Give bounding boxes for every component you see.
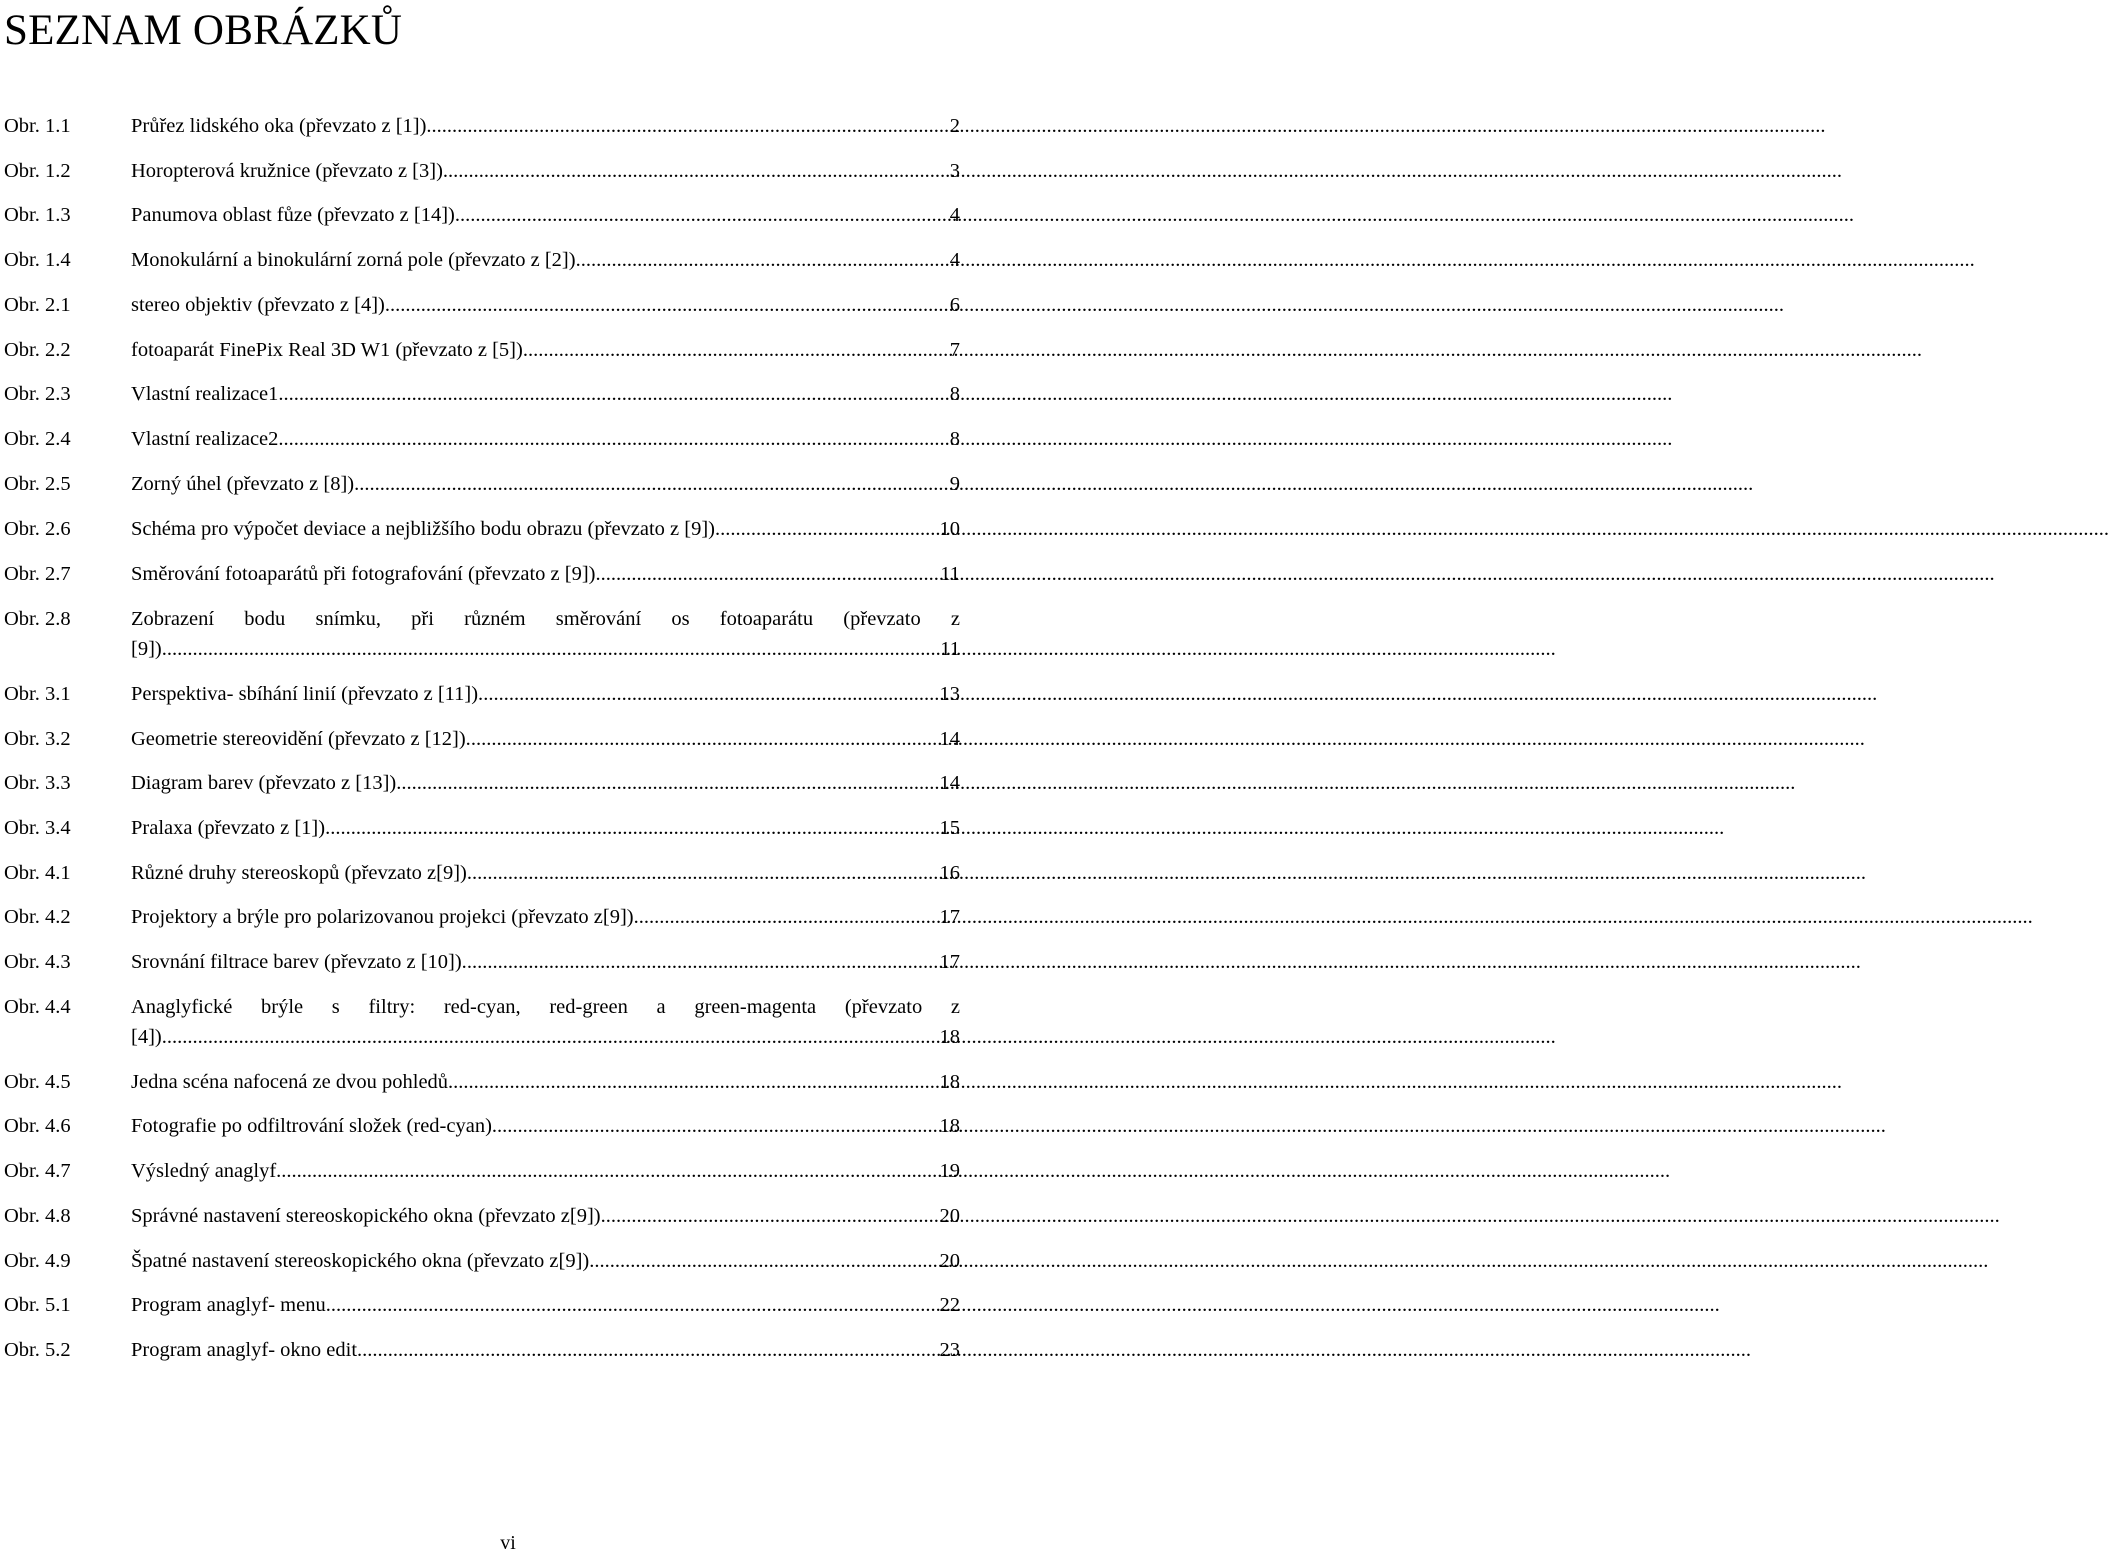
figure-page-number: 4 bbox=[949, 249, 960, 271]
figure-number: Obr. 2.4 bbox=[4, 428, 71, 450]
figure-page-number: 3 bbox=[949, 160, 960, 182]
dot-leader bbox=[432, 111, 950, 141]
figure-page-number: 9 bbox=[949, 473, 960, 495]
dot-leader bbox=[276, 1156, 939, 1186]
figure-title: Panumova oblast fůze (převzato z [14]). bbox=[131, 204, 461, 226]
dot-leader bbox=[390, 290, 950, 320]
figure-entry-body bbox=[131, 947, 960, 977]
figure-title-line bbox=[131, 1246, 960, 1276]
figure-entry-body bbox=[131, 902, 960, 932]
figure-title: Geometrie stereovidění (převzato z [12]). bbox=[131, 728, 471, 750]
figure-entry-body bbox=[131, 1290, 960, 1320]
figure-page-number: 2 bbox=[949, 115, 960, 137]
figure-entry-body bbox=[131, 290, 960, 320]
figure-number: Obr. 3.1 bbox=[4, 683, 71, 705]
dot-leader bbox=[601, 559, 941, 589]
figure-page-number: 4 bbox=[949, 204, 960, 226]
figure-entry-body bbox=[131, 424, 960, 454]
dot-leader bbox=[162, 1022, 940, 1052]
figure-title: Schéma pro výpočet deviace a nejbližšího bodu obrazu (převzato z [9]) bbox=[131, 518, 716, 540]
dot-leader bbox=[594, 1246, 939, 1276]
figure-number: Obr. 4.5 bbox=[4, 1071, 71, 1093]
dot-leader bbox=[330, 813, 939, 843]
figure-number: Obr. 3.4 bbox=[4, 817, 71, 839]
figure-title: Perspektiva- sbíhání linií (převzato z [11]). bbox=[131, 683, 484, 705]
figure-title: Projektory a brýle pro polarizovanou projekci (převzato z[9]). bbox=[131, 906, 639, 928]
dot-leader bbox=[492, 1111, 940, 1141]
figure-number: Obr. 2.5 bbox=[4, 473, 71, 495]
figure-page-number: 13 bbox=[939, 683, 960, 705]
figure-entry-body bbox=[131, 1246, 960, 1276]
figure-number: Obr. 4.9 bbox=[4, 1250, 71, 1272]
dot-leader bbox=[606, 1201, 940, 1231]
figure-title: Program anaglyf- menu bbox=[131, 1294, 326, 1316]
figure-entry-body bbox=[131, 469, 960, 499]
figure-entry-body bbox=[131, 1201, 960, 1231]
figure-number: Obr. 4.2 bbox=[4, 906, 71, 928]
dot-leader bbox=[483, 679, 939, 709]
figure-entry-body bbox=[131, 1111, 960, 1141]
figure-page-number: 22 bbox=[939, 1294, 960, 1316]
figure-title-line bbox=[131, 559, 960, 589]
dot-leader bbox=[448, 1067, 939, 1097]
figure-title: Horopterová kružnice (převzato z [3]). bbox=[131, 160, 449, 182]
figure-entry-body bbox=[131, 858, 960, 888]
figure-title: Fotografie po odfiltrování složek (red-cyan) bbox=[131, 1115, 492, 1137]
figure-entry-body bbox=[131, 514, 960, 544]
figure-page-number: 16 bbox=[939, 862, 960, 884]
figure-entry-body bbox=[131, 156, 960, 186]
figure-title-line bbox=[131, 290, 960, 320]
figure-title-line bbox=[131, 634, 960, 664]
figure-title-line bbox=[131, 1290, 960, 1320]
figure-number: Obr. 2.3 bbox=[4, 383, 71, 405]
dot-leader bbox=[581, 245, 950, 275]
figure-number: Obr. 4.7 bbox=[4, 1160, 71, 1182]
figure-title: Vlastní realizace1 bbox=[131, 383, 279, 405]
figure-page-number: 14 bbox=[939, 728, 960, 750]
figure-title: Správné nastavení stereoskopického okna (převzato z[9]). bbox=[131, 1205, 606, 1227]
figure-page-number: 19 bbox=[939, 1160, 960, 1182]
figure-title-line bbox=[131, 1201, 960, 1231]
figure-title-line: Anaglyfické brýle s filtry: red-cyan, red-green a green-magenta (převzato z bbox=[131, 996, 960, 1018]
figure-entry-body bbox=[131, 679, 960, 709]
figure-entry-body bbox=[131, 813, 960, 843]
figure-title-line bbox=[131, 947, 960, 977]
figure-title: Směrování fotoaparátů při fotografování (převzato z [9]). bbox=[131, 563, 601, 585]
dot-leader bbox=[278, 379, 949, 409]
figure-title-line bbox=[131, 813, 960, 843]
figure-entry-body bbox=[131, 245, 960, 275]
figure-page-number: 20 bbox=[939, 1205, 960, 1227]
figure-title: fotoaparát FinePix Real 3D W1 (převzato z [5]). bbox=[131, 339, 528, 361]
figure-number: Obr. 2.6 bbox=[4, 518, 71, 540]
figure-title: [9]) bbox=[131, 638, 162, 660]
dot-leader bbox=[715, 514, 939, 544]
figure-title: Pralaxa (převzato z [1]). bbox=[131, 817, 331, 839]
figure-page-number: 18 bbox=[939, 1071, 960, 1093]
figure-number: Obr. 3.3 bbox=[4, 772, 71, 794]
figure-page-number: 8 bbox=[949, 383, 960, 405]
figure-title-line bbox=[131, 245, 960, 275]
figure-entry-body bbox=[131, 992, 960, 1052]
figure-title: Jedna scéna nafocená ze dvou pohledů bbox=[131, 1071, 449, 1093]
dot-leader bbox=[357, 1335, 939, 1365]
figure-number: Obr. 4.1 bbox=[4, 862, 71, 884]
dot-leader bbox=[528, 335, 950, 365]
figure-title: Zorný úhel (převzato z [8]). bbox=[131, 473, 360, 495]
figure-page-number: 23 bbox=[939, 1339, 960, 1361]
dot-leader bbox=[460, 200, 950, 230]
figure-page-number: 17 bbox=[939, 906, 960, 928]
figure-number: Obr. 4.8 bbox=[4, 1205, 71, 1227]
figure-title: Špatné nastavení stereoskopického okna (převzato z[9]). bbox=[131, 1250, 595, 1272]
dot-leader bbox=[359, 469, 950, 499]
dot-leader bbox=[326, 1290, 940, 1320]
figure-title-line bbox=[131, 679, 960, 709]
figure-title-line bbox=[131, 1022, 960, 1052]
figure-entry-body bbox=[131, 604, 960, 664]
figure-title-line bbox=[131, 1067, 960, 1097]
figure-title: Různé druhy stereoskopů (převzato z[9]). bbox=[131, 862, 472, 884]
dot-leader bbox=[278, 424, 949, 454]
figure-title: Diagram barev (převzato z [13]). bbox=[131, 772, 402, 794]
dot-leader bbox=[472, 858, 940, 888]
figure-number: Obr. 5.2 bbox=[4, 1339, 71, 1361]
figure-page-number: 20 bbox=[939, 1250, 960, 1272]
figure-title-line bbox=[131, 424, 960, 454]
figure-title-line bbox=[131, 858, 960, 888]
dot-leader bbox=[471, 724, 940, 754]
figure-title-line bbox=[131, 902, 960, 932]
page-title: SEZNAM OBRÁZKŮ bbox=[4, 7, 403, 54]
figure-title-line bbox=[131, 156, 960, 186]
figure-number: Obr. 1.2 bbox=[4, 160, 71, 182]
figure-entry-body bbox=[131, 200, 960, 230]
figure-page-number: 11 bbox=[940, 563, 960, 585]
figure-page-number: 7 bbox=[949, 339, 960, 361]
figure-title: Výsledný anaglyf bbox=[131, 1160, 277, 1182]
dot-leader bbox=[467, 947, 940, 977]
figure-number: Obr. 2.7 bbox=[4, 563, 71, 585]
figure-title-line: Zobrazení bodu snímku, při různém směrování os fotoaparátu (převzato z bbox=[131, 608, 960, 630]
figure-title: Srovnání filtrace barev (převzato z [10]). bbox=[131, 951, 467, 973]
figure-number: Obr. 1.1 bbox=[4, 115, 71, 137]
figure-title-line bbox=[131, 469, 960, 499]
figure-page-number: 8 bbox=[949, 428, 960, 450]
figure-title-line bbox=[131, 335, 960, 365]
figure-number: Obr. 3.2 bbox=[4, 728, 71, 750]
figure-entry-body bbox=[131, 379, 960, 409]
dot-leader bbox=[448, 156, 950, 186]
figure-entry-body bbox=[131, 768, 960, 798]
dot-leader bbox=[162, 634, 941, 664]
figure-title: Vlastní realizace2 bbox=[131, 428, 279, 450]
figure-entry-body bbox=[131, 335, 960, 365]
figure-title-line bbox=[131, 768, 960, 798]
figure-title-line bbox=[131, 1335, 960, 1365]
figure-page-number: 14 bbox=[939, 772, 960, 794]
figure-title-line bbox=[131, 379, 960, 409]
figure-entry-body bbox=[131, 724, 960, 754]
figure-title-line bbox=[131, 514, 960, 544]
figure-number: Obr. 4.4 bbox=[4, 996, 71, 1018]
figure-entry-body bbox=[131, 111, 960, 141]
dot-leader bbox=[401, 768, 939, 798]
figure-title-line bbox=[131, 724, 960, 754]
figure-title-line bbox=[131, 1111, 960, 1141]
figure-page-number: 6 bbox=[949, 294, 960, 316]
figure-page-number: 10 bbox=[939, 518, 960, 540]
figure-page-number: 15 bbox=[939, 817, 960, 839]
figure-number: Obr. 2.2 bbox=[4, 339, 71, 361]
figure-number: Obr. 1.3 bbox=[4, 204, 71, 226]
figure-title-line bbox=[131, 200, 960, 230]
figure-entry-body bbox=[131, 559, 960, 589]
figure-entry-body bbox=[131, 1156, 960, 1186]
figure-entry-body bbox=[131, 1067, 960, 1097]
figure-number: Obr. 5.1 bbox=[4, 1294, 71, 1316]
figure-page-number: 11 bbox=[940, 638, 960, 660]
figure-title: Průřez lidského oka (převzato z [1]). bbox=[131, 115, 432, 137]
figure-number: Obr. 4.3 bbox=[4, 951, 71, 973]
figure-title-line bbox=[131, 1156, 960, 1186]
figure-number: Obr. 2.1 bbox=[4, 294, 71, 316]
figure-entry-body bbox=[131, 1335, 960, 1365]
figure-page-number: 18 bbox=[939, 1026, 960, 1048]
figure-title: stereo objektiv (převzato z [4]). bbox=[131, 294, 390, 316]
figure-number: Obr. 2.8 bbox=[4, 608, 71, 630]
figure-title: [4]) bbox=[131, 1026, 162, 1048]
figure-title-line bbox=[131, 111, 960, 141]
figure-title: Program anaglyf- okno edit bbox=[131, 1339, 358, 1361]
page-number: vi bbox=[500, 1532, 516, 1554]
dot-leader bbox=[639, 902, 940, 932]
figure-number: Obr. 4.6 bbox=[4, 1115, 71, 1137]
figure-number: Obr. 1.4 bbox=[4, 249, 71, 271]
figure-page-number: 17 bbox=[939, 951, 960, 973]
figure-page-number: 18 bbox=[939, 1115, 960, 1137]
figure-title: Monokulární a binokulární zorná pole (převzato z [2]). bbox=[131, 249, 581, 271]
